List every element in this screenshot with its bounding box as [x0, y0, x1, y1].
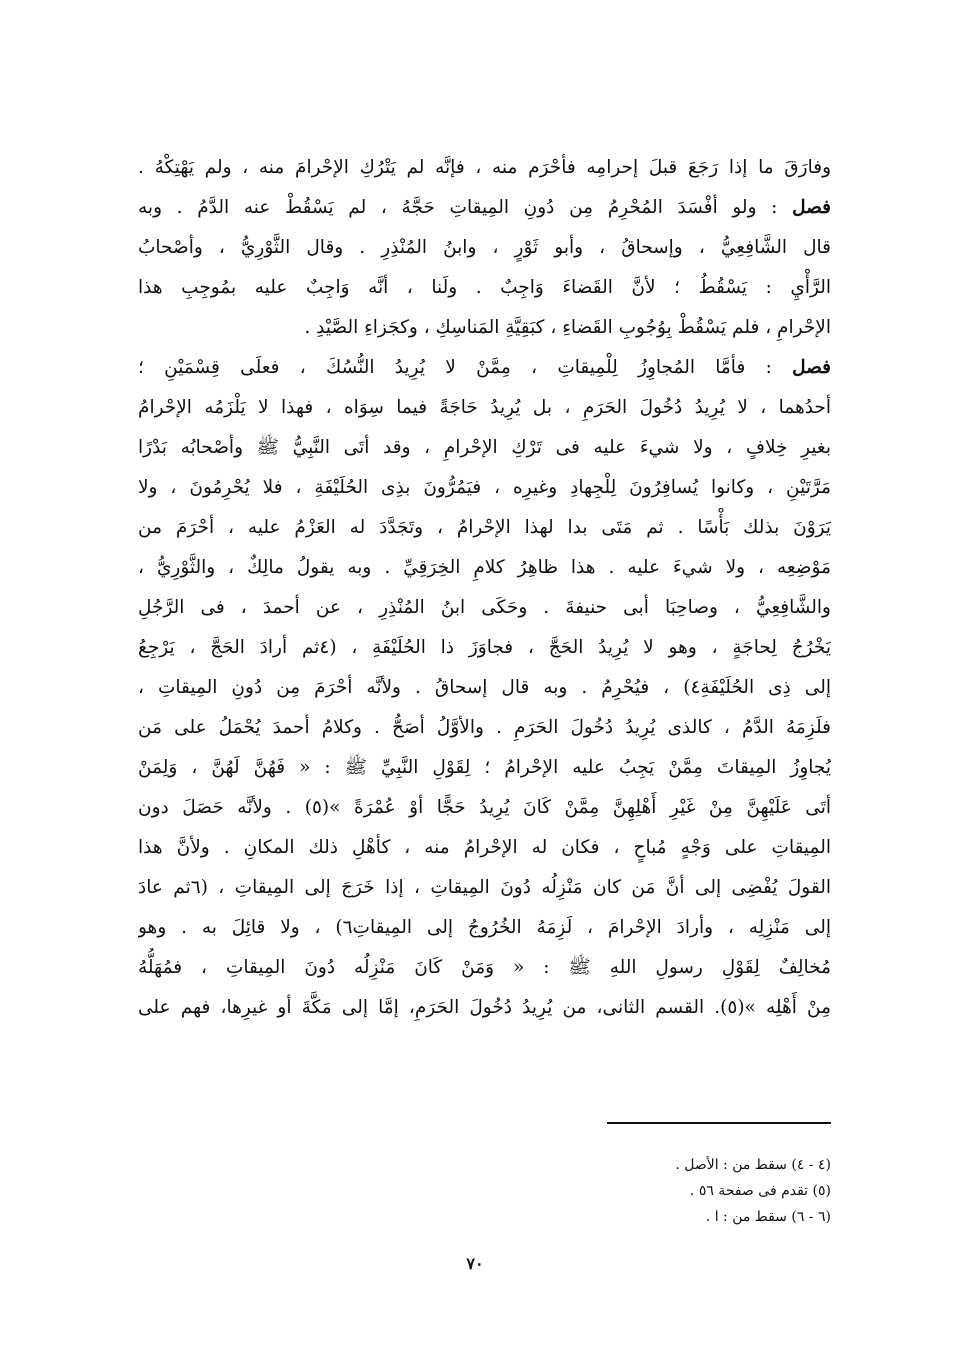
page-number: ٧٠ [466, 1254, 484, 1273]
text-line: وفارَقَ ما إذا رَجَعَ قبلَ إحرامِه فأحْرَم منه ، فإنَّه لم يَتْرُكِ الإحْرامَ منه ، ولم يَهْتِكْهُ . [138, 157, 831, 178]
section-label: فصل [792, 357, 831, 378]
text-line: مَوْضِعِه ، ولا شيءَ عليه . هذا ظاهِرُ كلامِ الخِرَقِيِّ . وبه يقولُ مالِكٌ ، والثَّوْرِيُّ ، [138, 557, 831, 578]
text-line: فصل : فأمَّا المُجاوِزُ لِلْمِيقاتِ ، مِمَّنْ لا يُرِيدُ النُّسُكَ ، فعلَى قِسْمَيْنِ ؛ [138, 357, 831, 378]
text-line: إلى ذِى الحُلَيْفَةِ٤) ، فيُحْرِمُ . وبه قال إسحاقُ . ولأنَّه أحْرَمَ مِن دُونِ المِيقاتِ ، [138, 677, 831, 698]
text-line: إلى مَنْزِلِه ، وأرادَ الإحْرامَ ، لَزِمَهُ الخُرُوجُ إلى المِيقاتِ٦) ، ولا قائِلَ به . وهو [138, 917, 831, 938]
text-line: يَرَوْنَ بذلك بَأْسًا . ثم مَتَى بدا لهذا الإحْرامُ ، وتَجَدَّدَ له العَزْمُ عليه ، أحْرَمَ من [138, 517, 831, 538]
text-line: المِيقاتِ على وَجْهٍ مُباحٍ ، فكان له الإحْرامُ منه ، كأهْلِ ذلك المكانِ . ولأنَّ هذا [138, 837, 831, 858]
text-line: مِنْ أَهْلِه »(٥). القسم الثانى، من يُرِيدُ دُخُولَ الحَرَمِ، إمَّا إلى مَكَّةَ أو غيرِها، فهم على [138, 997, 831, 1018]
text-line: بغيرِ خِلافٍ ، ولا شيءَ عليه فى تَرْكِ الإحْرامِ ، وقد أتَى النَّبِيُّ ﷺ وأصْحابُه بَدْرًا [138, 437, 831, 458]
footnote: (٥) تقدم فى صفحة ٥٦ . [689, 1183, 831, 1199]
text-line: القولَ يُفْضِى إلى أنَّ مَن كان مَنْزِلُه دُونَ المِيقاتِ ، إذا خَرَجَ إلى المِيقاتِ ، (٦ثم عادَ [138, 877, 831, 898]
section-label: فصل [792, 197, 831, 218]
text-line: مَرَّتَيْنِ ، وكانوا يُسافِرُونَ لِلْجِهادِ وغيرِه ، فيَمُرُّونَ بذِى الحُلَيْفَةِ ، فلا يُحْرِمُونَ ، ولا [138, 477, 831, 498]
footnote-separator [607, 1122, 831, 1124]
footnotes [420, 1152, 831, 1230]
text-line: يَخْرُجُ لِحاجَةٍ ، وهو لا يُرِيدُ الحَجَّ ، فجاوَزَ ذا الحُلَيْفَةِ ، (٤ثم أرادَ الحَجَّ ، يَرْجِعُ [138, 637, 831, 658]
text-line: والشَّافِعِيُّ ، وصاحِبَا أبى حنيفةَ . وحَكَى ابنُ المُنْذِرِ ، عن أحمدَ ، فى الرَّجُلِ [138, 597, 831, 618]
text-line: أتَى عَلَيْهِنَّ مِنْ غَيْرِ أَهْلِهِنَّ مِمَّنْ كَانَ يُرِيدُ حَجًّا أوْ عُمْرَةً »(٥) . ولأنَّه حَصَلَ دون [138, 797, 831, 818]
footnote: (٦ - ٦) سقط من : ا . [705, 1209, 831, 1225]
text-line: أحدُهما ، لا يُرِيدُ دُخُولَ الحَرَمِ ، بل يُرِيدُ حَاجَةً فيما سِوَاه ، فهذا لا يَلْزَمُه الإحْرامُ [138, 397, 831, 418]
text-line: مُخالِفٌ لِقَوْلِ رسولِ اللهِ ﷺ : « وَمَنْ كَانَ مَنْزِلُه دُونَ المِيقاتِ ، فمُهَلُّهُ [138, 957, 831, 978]
text-line: الرَّأْيِ : يَسْقُطُ ؛ لأنَّ القَضاءَ وَاجِبٌ . ولَنا ، أنَّه وَاجِبٌ عليه بمُوجِبِ هذا [138, 277, 831, 298]
footnote: (٤ - ٤) سقط من : الأصل . [675, 1157, 831, 1173]
text-line: يُجاوِزُ المِيقاتَ مِمَّنْ يَجِبُ عليه الإحْرامُ ؛ لِقَوْلِ النَّبِيِّ ﷺ : « فَهُنَّ لَهُنَّ ، وَلِمَنْ [138, 757, 831, 778]
text-line: فلَزِمَهُ الدَّمُ ، كالذى يُرِيدُ دُخُولَ الحَرَمِ . والأوَّلُ أصَحُّ . وكلامُ أحمدَ يُحْمَلُ على مَن [138, 717, 831, 738]
main-text [138, 148, 831, 1028]
text-line: فصل : ولو أفْسَدَ المُحْرِمُ مِن دُونِ المِيقاتِ حَجَّهُ ، لم يَسْقُطْ عنه الدَّمُ . وبه [138, 197, 831, 218]
text-line: الإحْرامِ ، فلم يَسْقُطْ بِوُجُوبِ القَضاءِ ، كبَقِيَّةِ المَناسِكِ ، وكجَزاءِ الصَّيْدِ . [304, 317, 831, 338]
text-line: قال الشَّافِعِيُّ ، وإسحاقُ ، وأبو ثَوْرٍ ، وابنُ المُنْذِرِ . وقال الثَّوْرِيُّ ، وأصْحابُ [138, 237, 831, 258]
